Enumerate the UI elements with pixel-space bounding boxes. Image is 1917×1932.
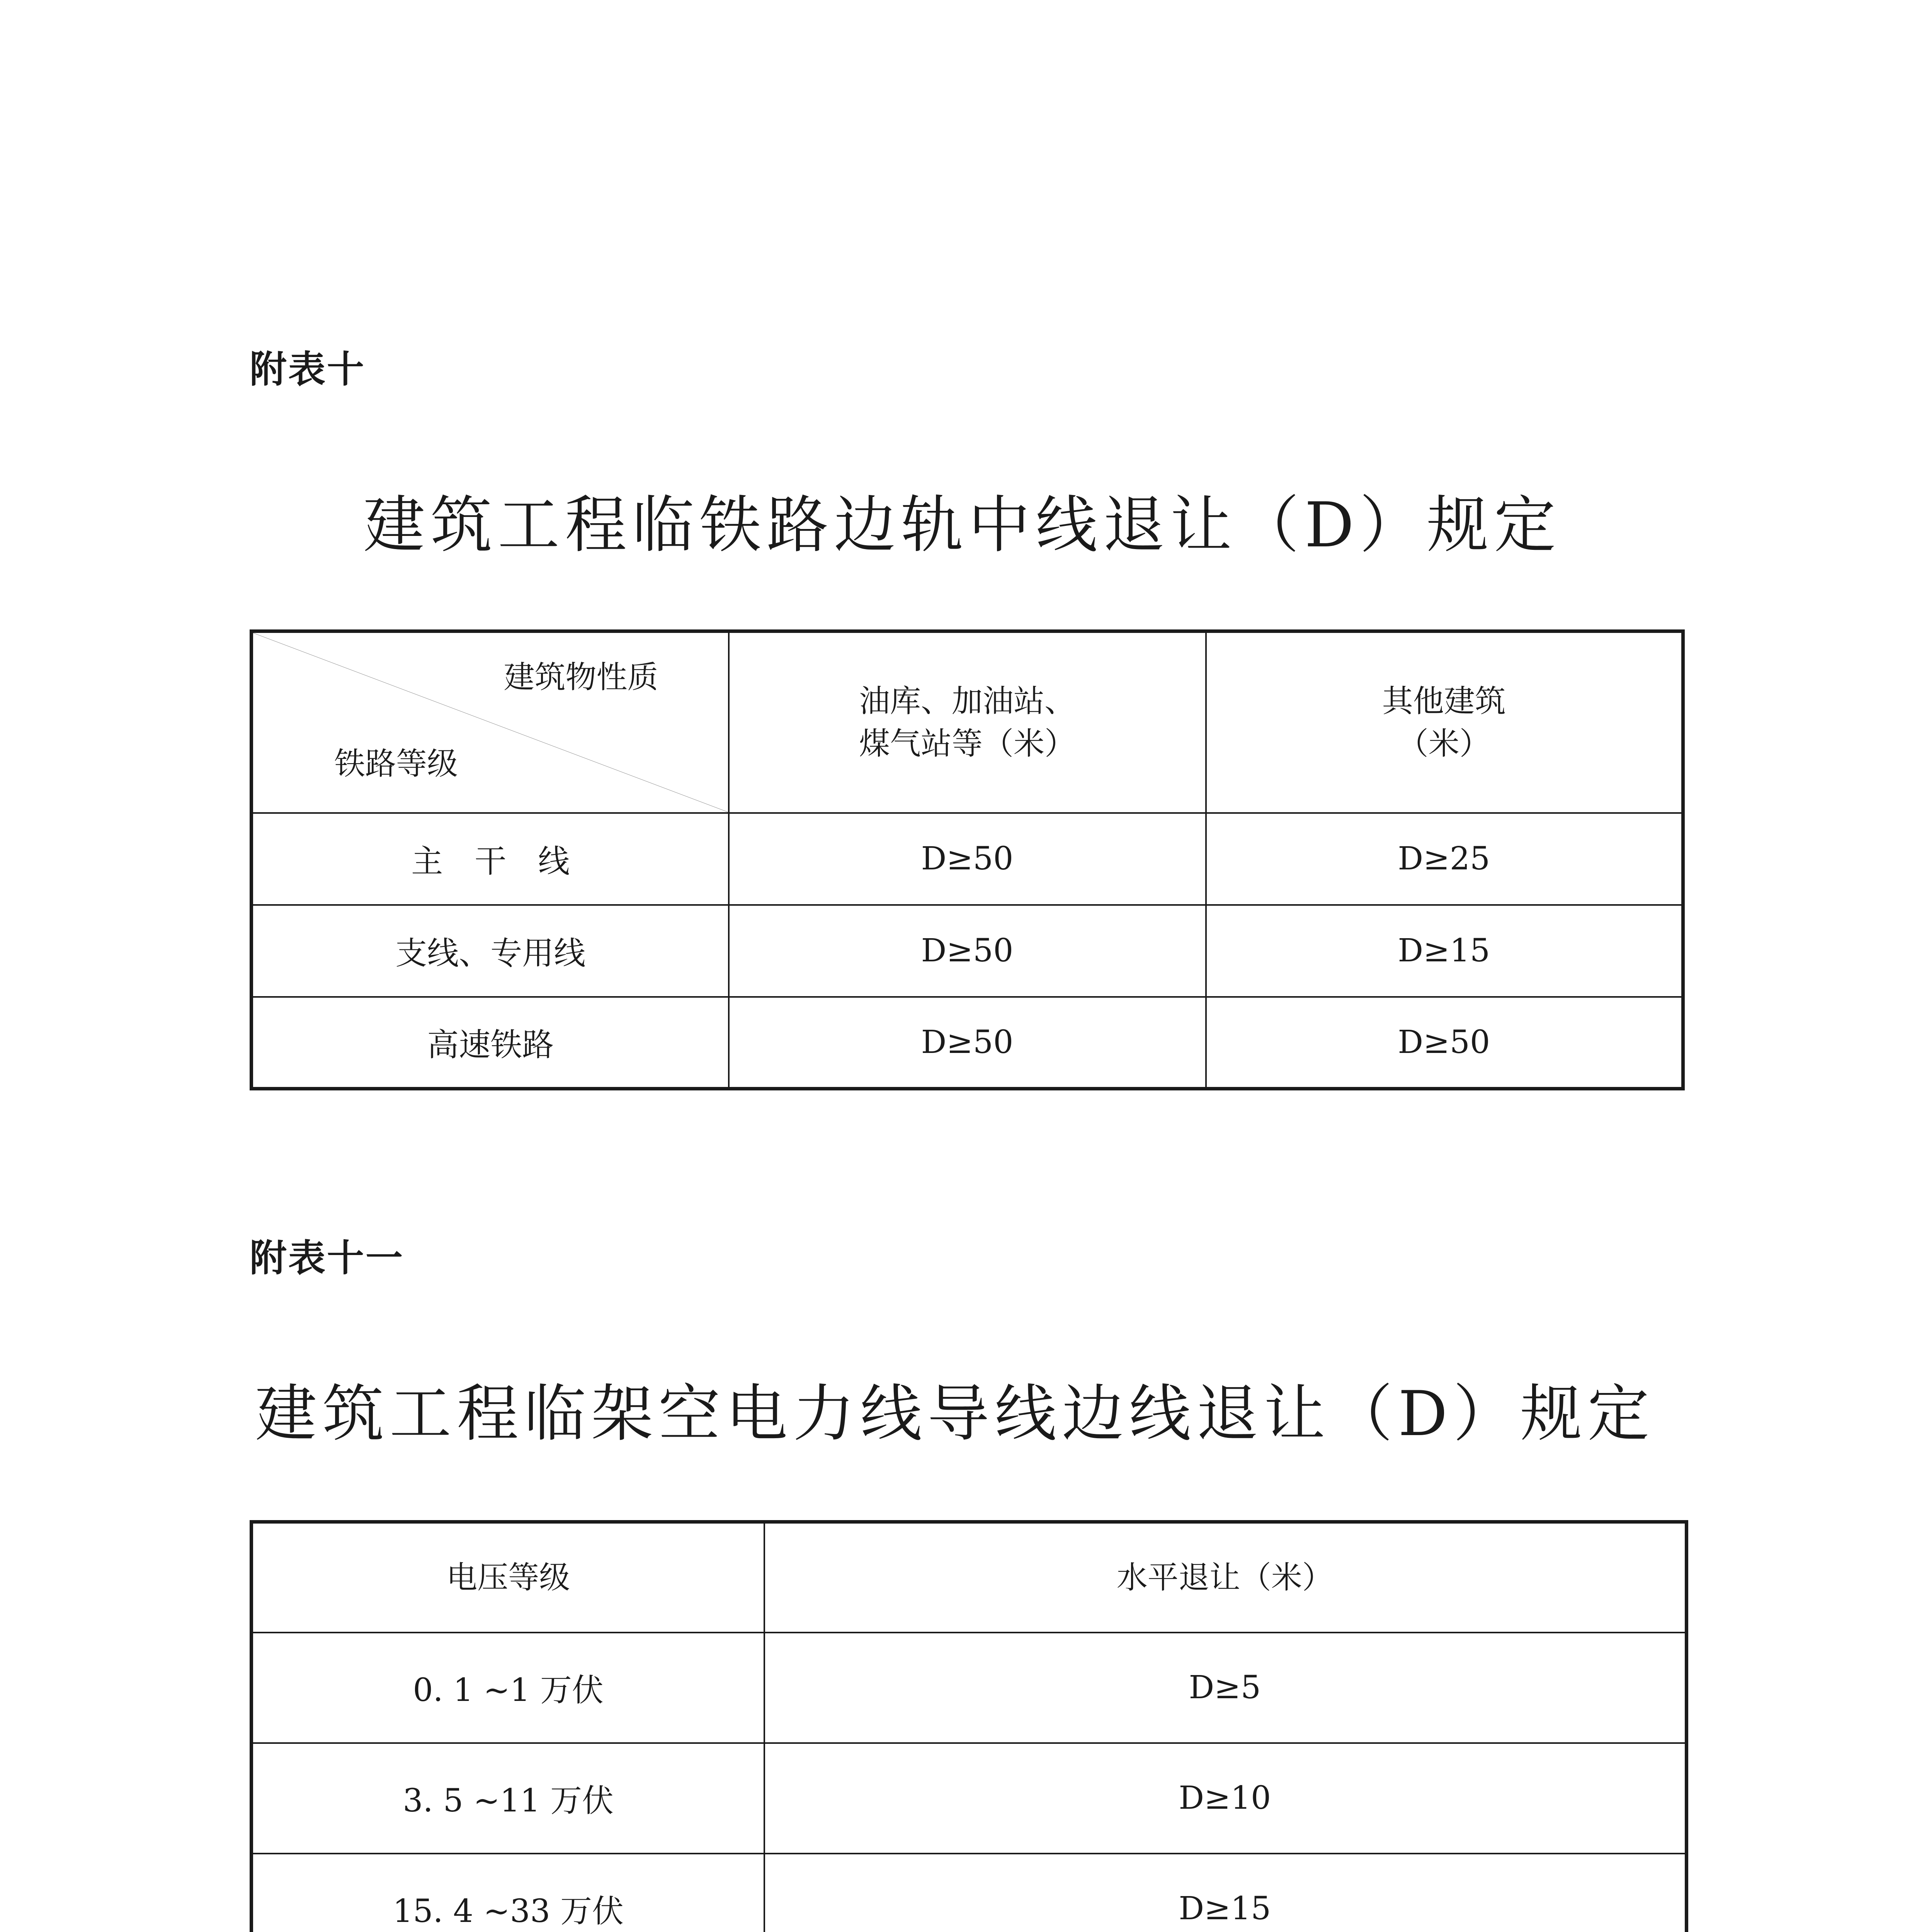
table-title-10: 建筑工程临铁路边轨中线退让（D）规定 bbox=[363, 489, 1561, 561]
row-voltage: 3. 5 ~11 万伏 bbox=[252, 1743, 764, 1854]
row-value-oil: D≥50 bbox=[729, 997, 1206, 1089]
row-value-other: D≥50 bbox=[1206, 997, 1683, 1089]
appendix-label-10: 附表十 bbox=[250, 348, 366, 391]
row-category: 支线、专用线 bbox=[252, 905, 729, 997]
header-other-buildings-line2: （米） bbox=[1397, 725, 1490, 762]
row-value-oil: D≥50 bbox=[729, 905, 1206, 997]
diagonal-header-cell bbox=[252, 631, 729, 813]
table-row bbox=[252, 1743, 1687, 1854]
row-distance: D≥10 bbox=[764, 1743, 1687, 1854]
row-voltage: 15. 4 ~33 万伏 bbox=[252, 1854, 764, 1932]
table-row bbox=[252, 813, 1683, 905]
table-title-11: 建筑工程临架空电力线导线边线退让（D）规定 bbox=[255, 1378, 1655, 1450]
header-oil-depot-line2: 煤气站等（米） bbox=[859, 725, 1075, 762]
row-distance: D≥5 bbox=[764, 1633, 1687, 1743]
header-other-buildings bbox=[1206, 631, 1683, 813]
row-voltage: 0. 1 ~1 万伏 bbox=[252, 1633, 764, 1743]
header-horizontal-setback: 水平退让（米） bbox=[764, 1522, 1687, 1633]
header-railway-grade: 铁路等级 bbox=[334, 745, 458, 782]
header-oil-depot bbox=[729, 631, 1206, 813]
row-category: 高速铁路 bbox=[252, 997, 729, 1089]
railway-setback-table bbox=[250, 629, 1685, 1090]
row-value-other: D≥25 bbox=[1206, 813, 1683, 905]
header-voltage-grade: 电压等级 bbox=[252, 1522, 764, 1633]
header-other-buildings-line1: 其他建筑 bbox=[1382, 683, 1506, 719]
row-distance: D≥15 bbox=[764, 1854, 1687, 1932]
appendix-label-11: 附表十一 bbox=[250, 1236, 404, 1280]
table-header-row bbox=[252, 1522, 1687, 1633]
row-value-oil: D≥50 bbox=[729, 813, 1206, 905]
table-row bbox=[252, 1854, 1687, 1932]
power-line-setback-table bbox=[250, 1520, 1688, 1932]
table-row bbox=[252, 997, 1683, 1089]
row-value-other: D≥15 bbox=[1206, 905, 1683, 997]
table-row bbox=[252, 905, 1683, 997]
table-row bbox=[252, 1633, 1687, 1743]
header-building-nature: 建筑物性质 bbox=[503, 659, 658, 695]
row-category: 主 干 线 bbox=[252, 813, 729, 905]
header-oil-depot-line1: 油库、加油站、 bbox=[859, 683, 1075, 719]
table-header-row bbox=[252, 631, 1683, 813]
